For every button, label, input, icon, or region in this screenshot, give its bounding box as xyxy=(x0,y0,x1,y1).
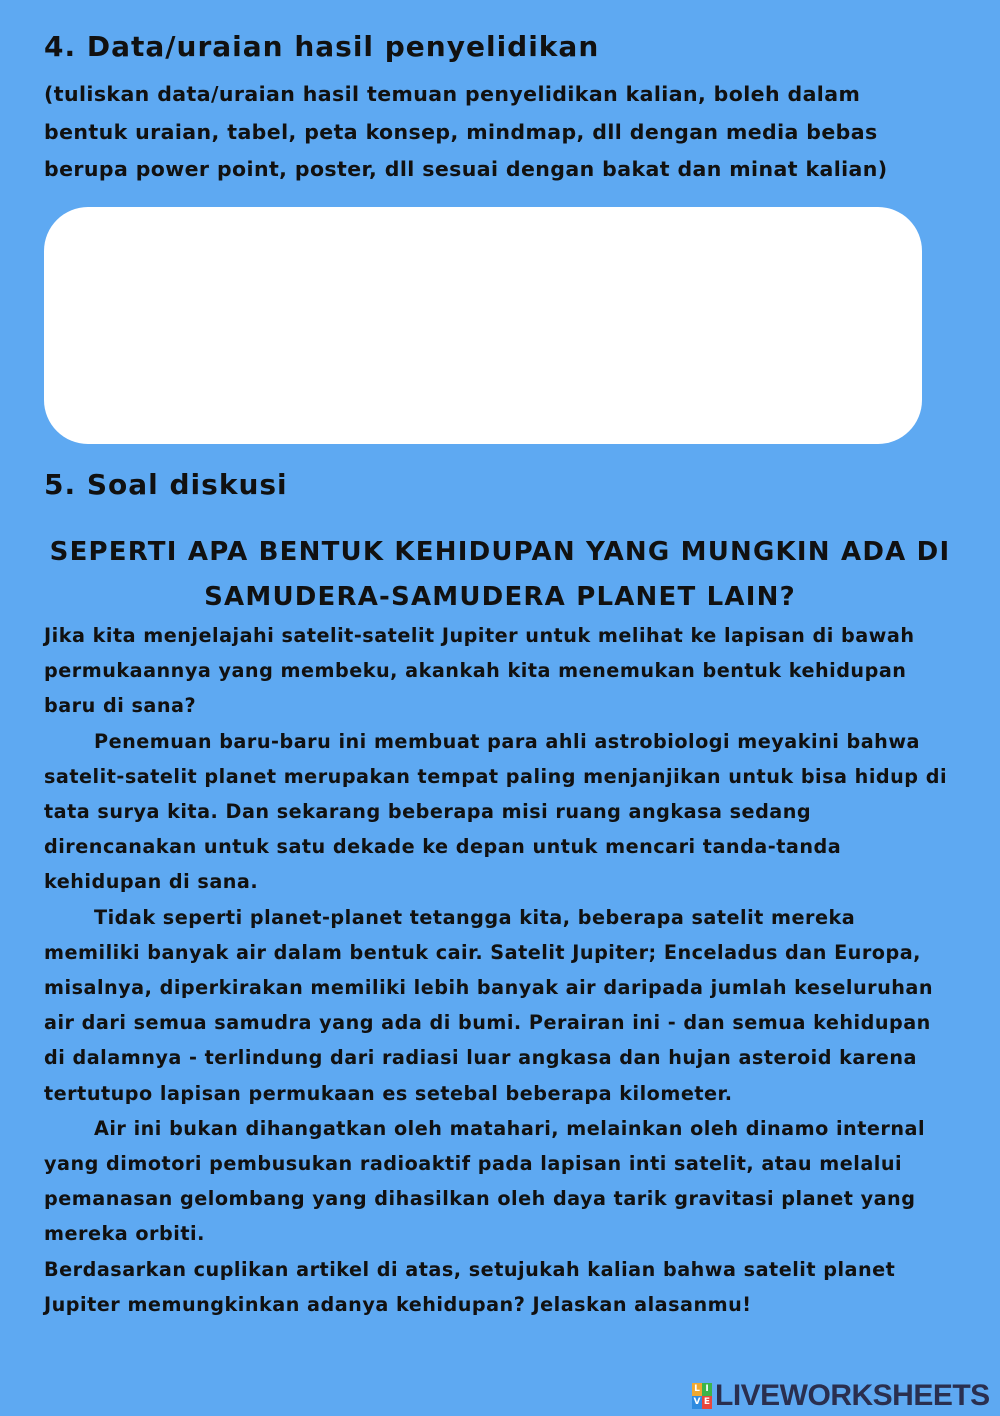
question-title-line-1: SEPERTI APA BENTUK KEHIDUPAN YANG MUNGKIN ADA DI xyxy=(49,537,951,567)
article-paragraph-discovery: Penemuan baru-baru ini membuat para ahli astrobiologi meyakini bahwa satelit-satelit planet merupakan tempat paling menjanjikan untuk bisa hidup di tata surya kita. Dan sekarang beberapa misi ruang angkasa sedang direncanakan untuk satu dekade ke depan untuk mencari tanda-tanda kehidupan di sana. xyxy=(44,729,948,894)
article-excerpt xyxy=(44,618,956,1322)
logo-letter-v: V xyxy=(693,1397,701,1407)
discussion-prompt: Berdasarkan cuplikan artikel di atas, setujukah kalian bahwa satelit planet Jupiter memungkinkan adanya kehidupan? Jelaskan alasanmu! xyxy=(44,1257,896,1316)
section-4-instructions: (tuliskan data/uraian hasil temuan penyelidikan kalian, boleh dalam bentuk uraian, tabel, peta konsep, mindmap, dll dengan media bebas berupa power point, poster, dll sesuai dengan bakat dan minat kalian) xyxy=(44,82,888,181)
logo-letter-l: L xyxy=(692,1383,702,1396)
article-paragraph-heat-source: Air ini bukan dihangatkan oleh matahari, melainkan oleh dinamo internal yang dimotori pembusukan radioaktif pada lapisan inti satelit, atau melalui pemanasan gelombang yang dihasilkan oleh daya tarik gravitasi planet yang mereka orbiti. xyxy=(44,1116,926,1246)
logo-letter-i: I xyxy=(702,1383,712,1396)
live-grid-icon xyxy=(692,1383,712,1409)
section-5-heading: 5. Soal diskusi xyxy=(44,468,288,501)
answer-textbox[interactable] xyxy=(44,207,922,444)
discussion-question-title xyxy=(44,530,956,620)
logo-letter-e: E xyxy=(703,1397,711,1407)
section-4-heading: 4. Data/uraian hasil penyelidikan xyxy=(44,30,600,63)
article-paragraph-liquid-water: Tidak seperti planet-planet tetangga kita, beberapa satelit mereka memiliki banyak air dalam bentuk cair. Satelit Jupiter; Enceladus dan Europa, misalnya, diperkirakan memiliki lebih banyak air daripada jumlah keseluruhan air dari semua samudra yang ada di bumi. Perairan ini - dan semua kehidupan di dalamnya - terlindung dari radiasi luar angkasa dan hujan asteroid karena tertutupo lapisan permukaan es setebal beberapa kilometer. xyxy=(44,905,933,1105)
liveworksheets-logo xyxy=(692,1376,990,1416)
article-paragraph-intro: Jika kita menjelajahi satelit-satelit Jupiter untuk melihat ke lapisan di bawah permukaannya yang membeku, akankah kita menemukan bentuk kehidupan baru di sana? xyxy=(44,624,915,718)
question-title-line-2: SAMUDERA-SAMUDERA PLANET LAIN? xyxy=(204,582,796,612)
brand-name: LIVEWORKSHEETS xyxy=(715,1379,990,1412)
